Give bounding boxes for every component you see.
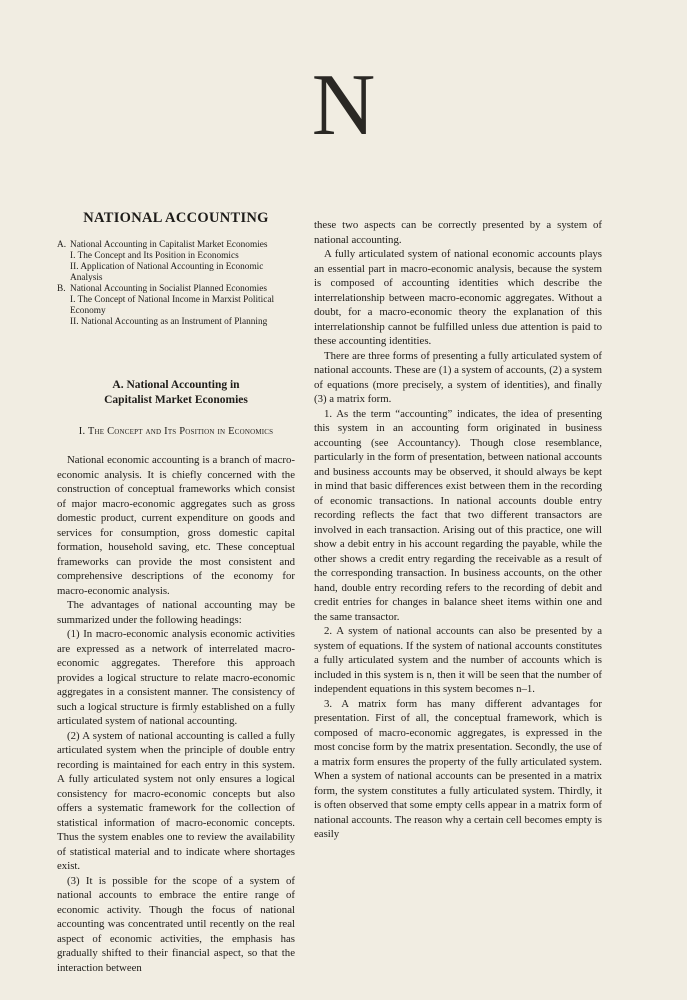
toc-entry-b [57,284,295,328]
paragraph: 3. A matrix form has many different advantages for presentation. First of all, the conceptual framework, which is composed of macro-economic aggregates, is expressed in the most concise form by the matrix presentation. Secondly, the use of a matrix form ensures the property of the fully articulated system. When a system of national accounts can be presented in a matrix form, the system constitutes a fully articulated system. Thirdly, it is often observed that some empty cells appear in a matrix form of national accounts. The reason why a certain cell becomes empty is easily [314,697,602,840]
left-column [57,210,295,975]
paragraph: (3) It is possible for the scope of a system of national accounts to embrace the entire range of economic activity. Though the focus of national accounting was concentrated until recently on the real aspect of economic activities, the emphasis has gradually shifted to their financial aspect, so that the interaction between [57,874,295,974]
toc-subentry: II. National Accounting as an Instrument of Planning [70,317,268,327]
paragraph: (1) In macro-economic analysis economic activities are expressed as a network of interrelated macro-economic aggregates. Therefore this approach provides a logical structure to relate macro-economic aggregates in a consistent manner. The consistency of such a logical structure is firmly established on a fully articulated system of national accounting. [57,628,295,727]
toc-subentry: I. The Concept and Its Position in Economics [70,251,239,261]
paragraph: these two aspects can be correctly presented by a system of national accounting. [314,219,602,246]
section-letter: N [311,57,376,154]
table-of-contents [57,240,295,328]
toc-text: National Accounting in Socialist Planned Economies [70,284,268,294]
paragraph: (2) A system of national accounting is called a fully articulated system when the principle of double entry recording is maintained for each entry in this system. A fully articulated system not only ensures a logical consistency for macro-economic concepts but also offers a systematic framework for the collection of statistical information of macro-economic concepts. Thus the system enables one to review the availability of statistical material and to indicate where shortages exist. [57,729,295,872]
toc-subentry: I. The Concept of National Income in Marxist Political Economy [70,295,275,316]
toc-text: National Accounting in Capitalist Market Economies [70,240,268,250]
paragraph: 1. As the term “accounting” indicates, the idea of presenting this system in an accounting form originated in business accounting (see Accountancy). Though close resemblance, particularly in the form of presentation, between national accounts and business accounts may be observed, it should always be kept in mind that basic differences exist between them in the recording of economic transactions. In national accounts double entry recording reflects the fact that two different transactors are involved in each transaction. Arising out of this practice, one will show a debit entry in his account regarding the payable, while the other shows a credit entry regarding the receivable as a result of the corresponding transaction. In business accounts, on the other hand, double entry recording refers to the recording of debit and credit entries for changes in balance sheet items within one and the same transactor. [314,407,602,623]
toc-subentry: II. Application of National Accounting in Economic Analysis [70,262,264,283]
section-heading-line: Capitalist Market Economies [104,394,248,406]
section-heading-line: A. National Accounting in [112,379,240,391]
paragraph: The advantages of national accounting may be summarized under the following headings: [57,599,295,626]
toc-entry-a [57,240,295,284]
section-heading [57,378,295,408]
paragraph: A fully articulated system of national economic accounts plays an essential part in macro-economic analysis, because the system is composed of accounting identities which describe the interrelationship between macro-economic aggregates. Without a doubt, for a macro-economic theory the explanation of this interrelationship cannot be fulfilled unless due attention is paid to these accounting identities. [314,248,602,347]
paragraph: There are three forms of presenting a fully articulated system of national accounts. These are (1) a system of accounts, (2) a system of equations (more precisely, a system of identities), and finally (3) a matrix form. [314,349,602,405]
subsection-heading: I. The Concept and Its Position in Economics [78,426,274,437]
paragraph: 2. A system of national accounts can also be presented by a system of equations. If the system of national accounts constitutes a fully articulated system and the number of accounts which is included in this system is n, then it will be seen that the number of independent equations in this system becomes n–1. [314,625,602,695]
article-title: NATIONAL ACCOUNTING [83,210,269,226]
paragraph: National economic accounting is a branch of macro-economic analysis. It is chiefly concerned with the construction of conceptual frameworks which consist of major macro-economic aggregates such as gross domestic product, current expenditure on goods and services for consumption, gross domestic capital formation, household saving, etc. These conceptual frameworks can provide the most consistent and comprehensive descriptions of the economy for macro-economic analysis. [57,454,295,597]
toc-label: A. [57,240,67,250]
toc-label: B. [57,284,66,294]
right-column [314,218,602,842]
